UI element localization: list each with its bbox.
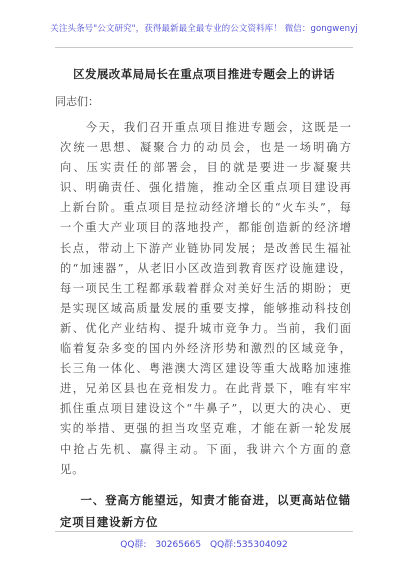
section-heading: 一、登高方能望远，知责才能奋进，以更高站位锚定项目建设新方位 <box>60 493 351 529</box>
body-text <box>60 118 352 480</box>
salutation: 同志们： <box>55 95 99 108</box>
header-promo-text: 关注头条号"公文研究"，获得最新最全最专业的公文资料库！ 微信：gongwenyj <box>50 24 358 34</box>
body-paragraph: 今天，我们召开重点项目推进专题会，这既是一次统一思想、凝聚合力的动员会，也是一场明确方向、压实责任的部署会，目的就是要进一步凝聚共识、明确责任、强化措施，推动全区重点项目建设再上新台阶。重点项目是拉动经济增长的“火车头”，每一个重大产业项目的落地投产，都能创造新的经济增长点，带动上下游产业链协同发展；是改善民生福祉的“加速器”，从老旧小区改造到教育医疗设施建设，每一项民生工程都承载着群众对美好生活的期盼；更是实现区域高质量发展的重要支撑，能够推动科技创新、优化产业结构、提升城市竞争力。当前，我们面临着复杂多变的国内外经济形势和激烈的区域竞争，长三角一体化、粤港澳大湾区建设等重大战略加速推进，兄弟区县也在竞相发力。在此背景下，唯有牢牢抓住重点项目建设这个“牛鼻子”，以更大的决心、更实的举措、更强的担当攻坚克难，才能在新一轮发展中抢占先机、赢得主动。下面，我讲六个方面的意见。 <box>60 121 352 476</box>
footer-qq-text: QQ群: 30265665 QQ群:535304092 <box>120 540 288 550</box>
header-divider <box>55 47 353 48</box>
document-title: 区发展改革局局长在重点项目推进专题会上的讲话 <box>73 67 335 81</box>
footer-divider <box>55 531 353 532</box>
